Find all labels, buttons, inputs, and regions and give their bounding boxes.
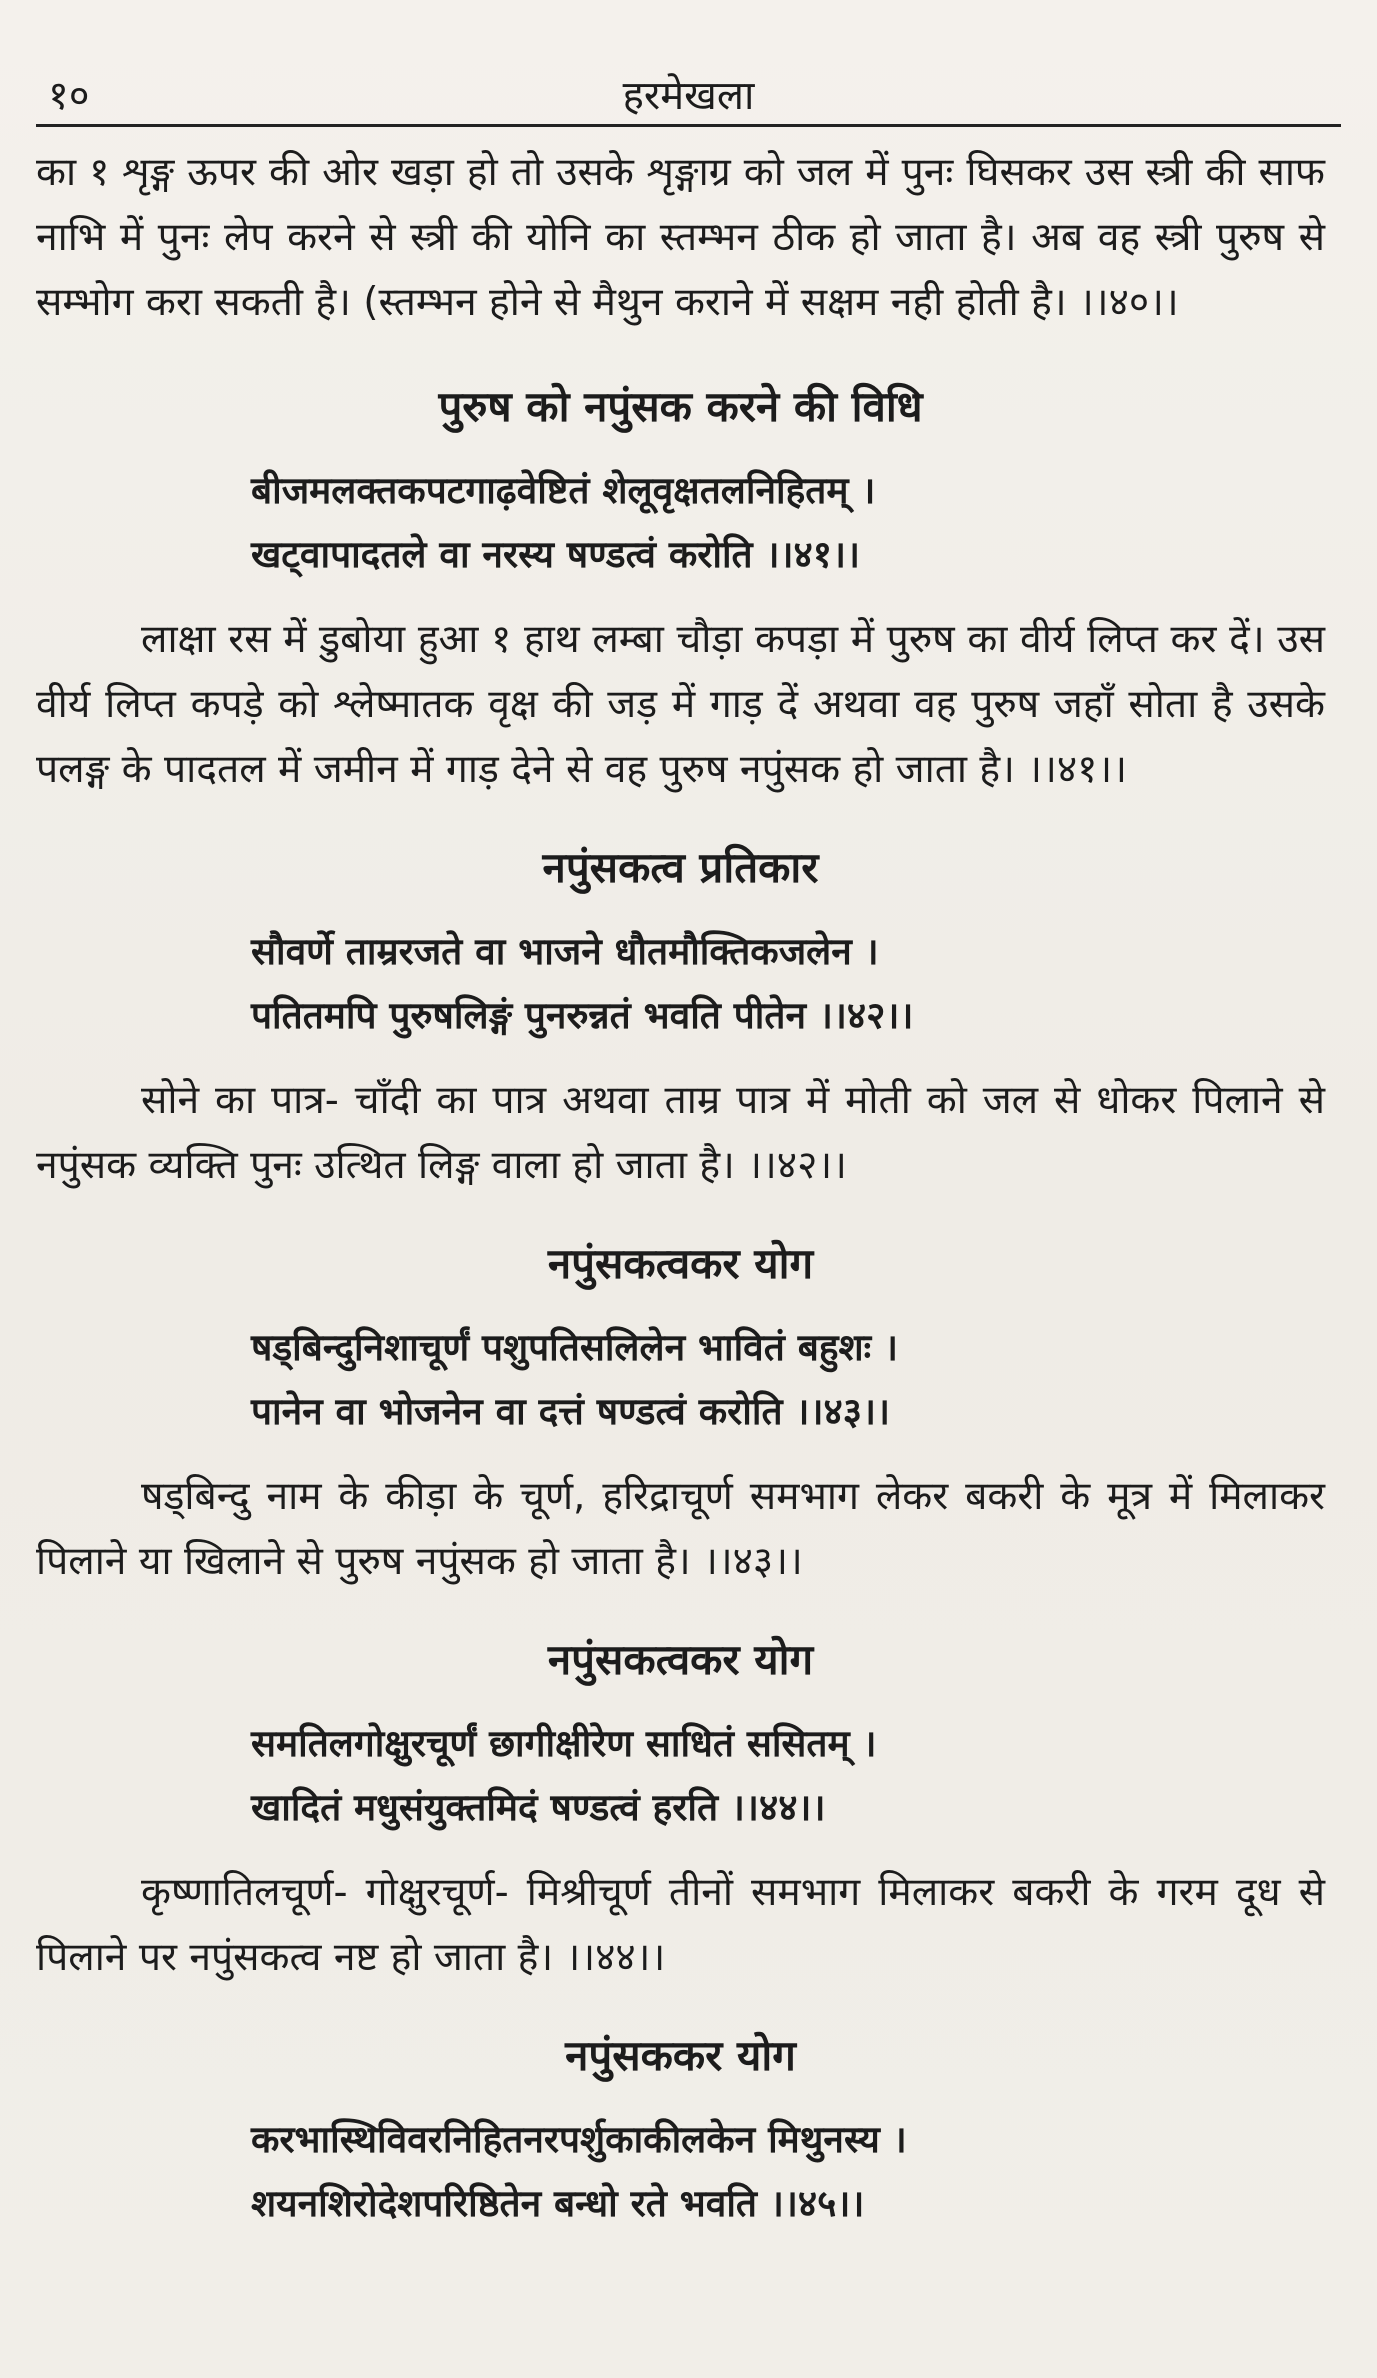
section-napunsakatva-pratikar: [36, 836, 1325, 1198]
running-title: हरमेखला: [622, 73, 755, 119]
page-number: १०: [48, 73, 90, 119]
explanation-paragraph: षड्बिन्दु नाम के कीड़ा के चूर्ण, हरिद्राचूर्ण समभाग लेकर बकरी के मूत्र में मिलाकर पिलाने या खिलाने से पुरुष नपुंसक हो जाता है। ।।४३।।: [36, 1474, 1325, 1584]
section-heading: नपुंसकत्व प्रतिकार: [542, 843, 819, 892]
verse-line: खट्वापादतले वा नरस्य षण्डत्वं करोति ।।४१।।: [251, 533, 861, 576]
section-napunsakkar-yog: [36, 2024, 1325, 2236]
verse-line: पतितमपि पुरुषलिङ्गं पुनरुन्नतं भवति पीतेन ।।४२।।: [251, 994, 914, 1037]
section-heading: नपुंसकत्वकर योग: [547, 1239, 814, 1288]
page-header: [36, 60, 1341, 127]
section-heading: पुरुष को नपुंसक करने की विधि: [438, 382, 923, 431]
intro-paragraph: का १ शृङ्ग ऊपर की ओर खड़ा हो तो उसके शृङ्गाग्र को जल में पुनः घिसकर उस स्त्री की साफ नाभि में पुनः लेप करने से स्त्री की योनि का स्तम्भन ठीक हो जाता है। अब वह स्त्री पुरुष से सम्भोग करा सकती है। (स्तम्भन होने से मैथुन कराने में सक्षम नही होती है। ।।४०।।: [36, 150, 1325, 325]
section-napunsakatvakar-yog-1: [36, 1232, 1325, 1594]
verse-line: खादितं मधुसंयुक्तमिदं षण्डत्वं हरति ।।४४।।: [251, 1786, 826, 1829]
section-napunsak-vidhi: [36, 375, 1325, 802]
explanation-paragraph: सोने का पात्र- चाँदी का पात्र अथवा ताम्र पात्र में मोती को जल से धोकर पिलाने से नपुंसक व्यक्ति पुनः उत्थित लिङ्ग वाला हो जाता है। ।।४२।।: [36, 1078, 1325, 1188]
explanation-paragraph: कृष्णातिलचूर्ण- गोक्षुरचूर्ण- मिश्रीचूर्ण तीनों समभाग मिलाकर बकरी के गरम दूध से पिलाने पर नपुंसकत्व नष्ट हो जाता है। ।।४४।।: [36, 1870, 1325, 1980]
page-content: [36, 140, 1325, 2236]
verse-line: पानेन वा भोजनेन वा दत्तं षण्डत्वं करोति ।।४३।।: [251, 1390, 890, 1433]
verse-line: शयनशिरोदेशपरिष्ठितेन बन्धो रते भवति ।।४५।।: [251, 2182, 865, 2225]
verse-line: सौवर्णे ताम्ररजते वा भाजने धौतमौक्तिकजलेन ।: [251, 930, 879, 973]
explanation-paragraph: लाक्षा रस में डुबोया हुआ १ हाथ लम्बा चौड़ा कपड़ा में पुरुष का वीर्य लिप्त कर दें। उस वीर्य लिप्त कपड़े को श्लेष्मातक वृक्ष की जड़ में गाड़ दें अथवा वह पुरुष जहाँ सोता है उसके पलङ्ग के पादतल में जमीन में गाड़ देने से वह पुरुष नपुंसक हो जाता है। ।।४१।।: [36, 617, 1325, 792]
section-heading: नपुंसककर योग: [565, 2031, 796, 2080]
section-napunsakatvakar-yog-2: [36, 1628, 1325, 1990]
verse-line: बीजमलक्तकपटगाढ़वेष्टितं शेलूवृक्षतलनिहितम् ।: [251, 469, 876, 512]
verse-line: समतिलगोक्षुरचूर्णं छागीक्षीरेण साधितं ससितम् ।: [251, 1722, 877, 1765]
section-heading: नपुंसकत्वकर योग: [547, 1635, 814, 1684]
verse-line: करभास्थिविवरनिहितनरपर्शुकाकीलकेन मिथुनस्य ।: [251, 2118, 907, 2161]
verse-line: षड्बिन्दुनिशाचूर्णं पशुपतिसलिलेन भावितं बहुशः ।: [251, 1326, 899, 1369]
